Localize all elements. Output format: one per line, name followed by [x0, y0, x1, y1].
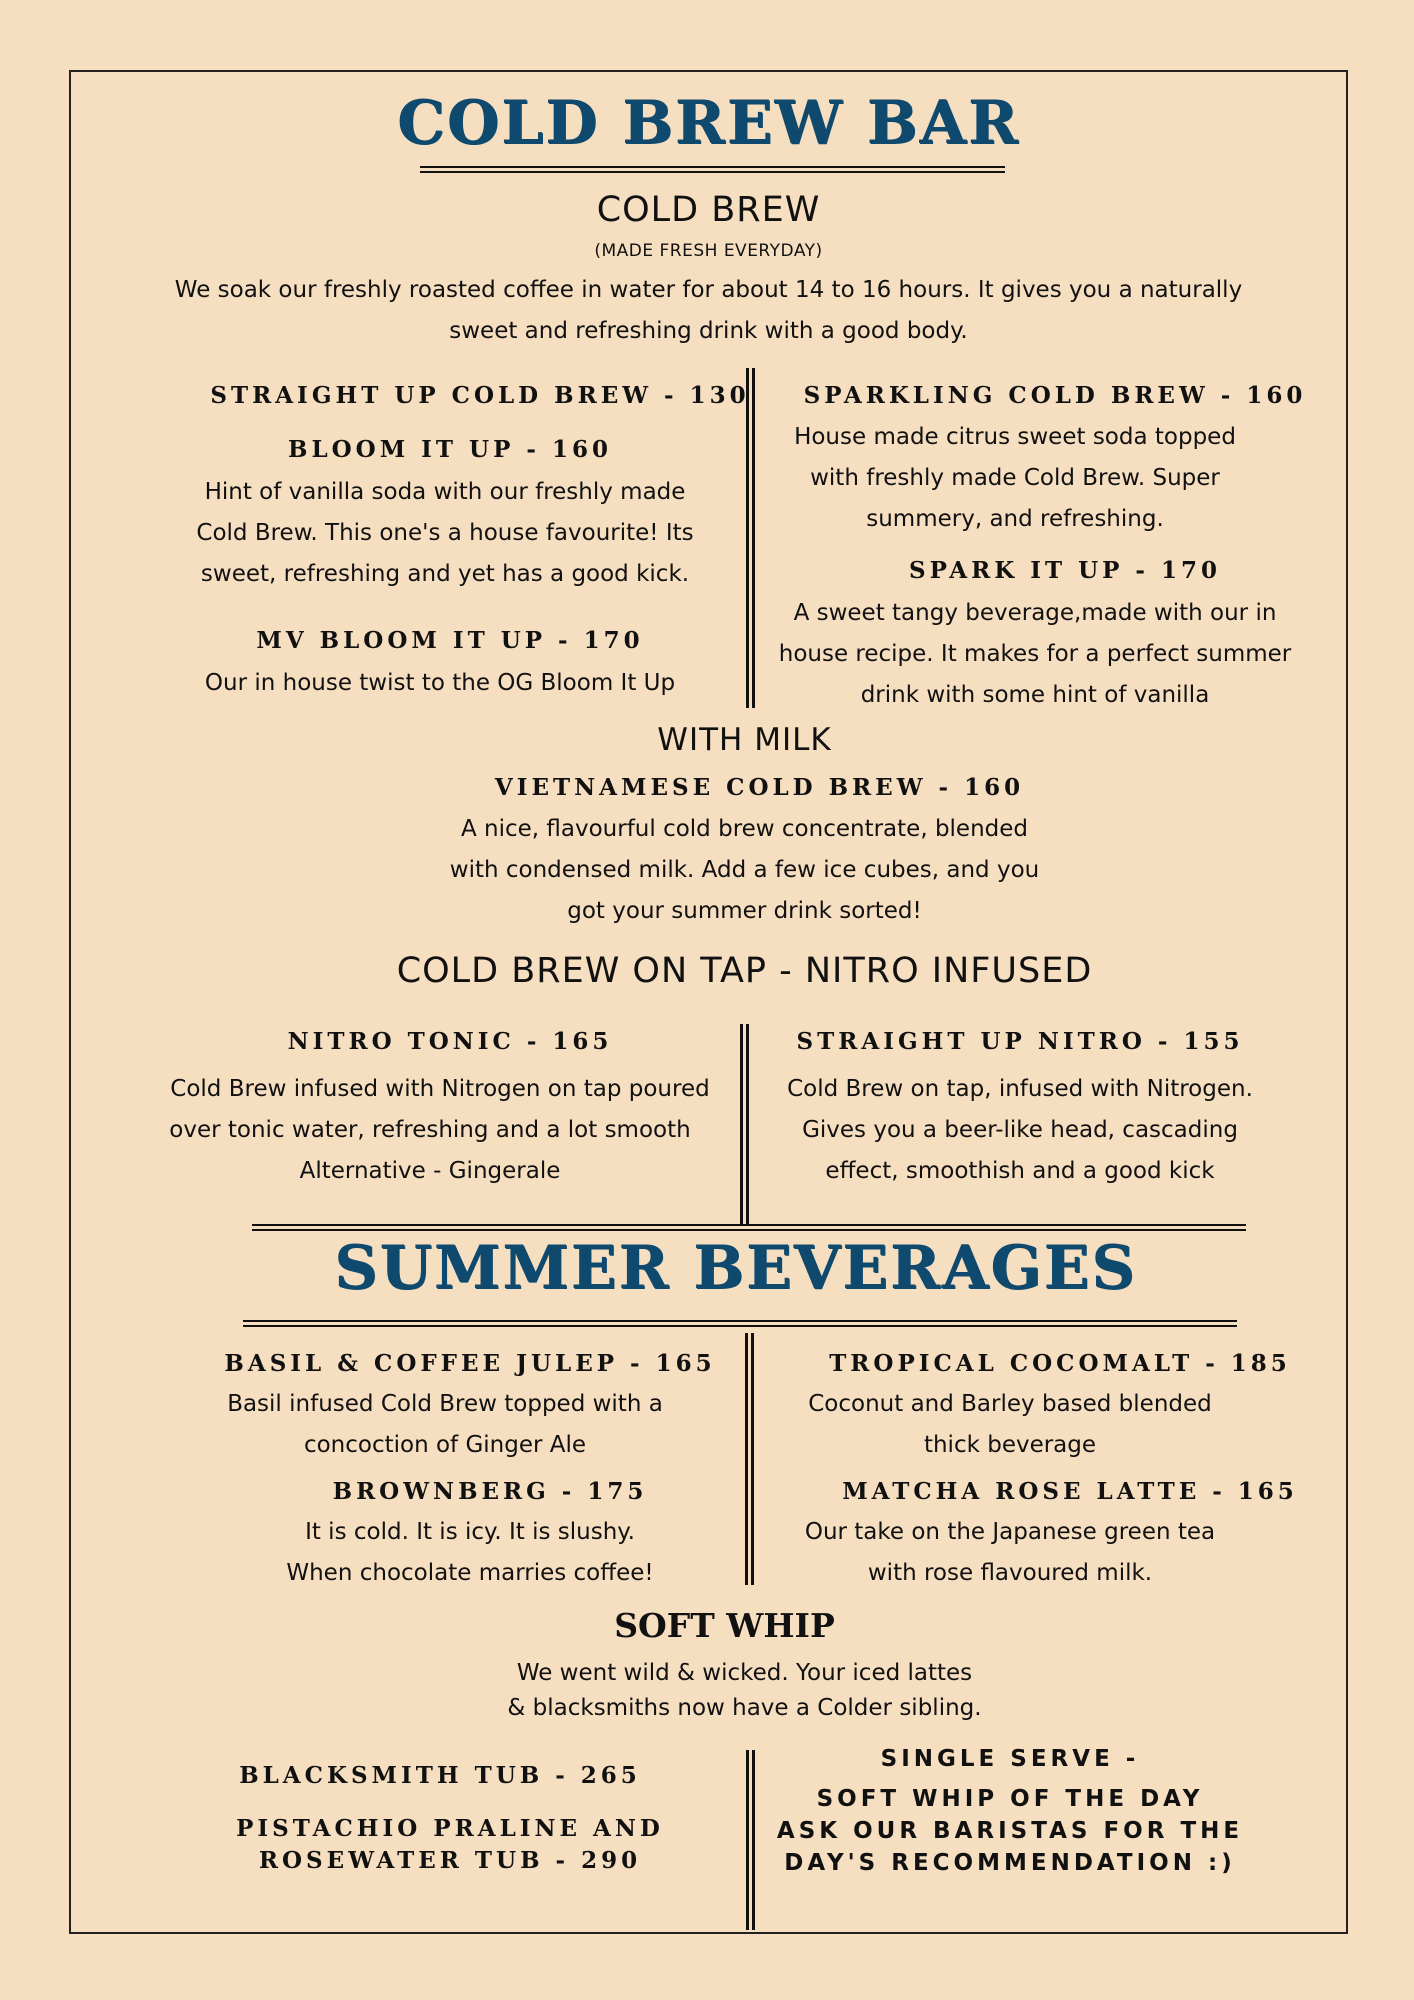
cold-brew-intro-line1: We soak our freshly roasted coffee in water for about 14 to 16 hours. It gives you a naturally — [174, 277, 1243, 303]
spark-it-up-desc-1: A sweet tangy beverage,made with our in — [793, 600, 1277, 626]
summer-top-rule — [252, 1224, 1246, 1231]
menu-item-bloom-it-up: BLOOM IT UP - 160 — [288, 436, 612, 463]
nitro-heading: COLD BREW ON TAP - NITRO INFUSED — [396, 951, 1093, 991]
menu-item-spark-it-up: SPARK IT UP - 170 — [909, 557, 1221, 584]
straight-up-nitro-desc-1: Cold Brew on tap, infused with Nitrogen. — [787, 1076, 1253, 1102]
sparkling-desc-2: with freshly made Cold Brew. Super — [810, 465, 1220, 491]
vietnamese-desc-1: A nice, flavourful cold brew concentrate, blended — [460, 816, 1029, 842]
menu-item-nitro-tonic: NITRO TONIC - 165 — [287, 1028, 613, 1055]
summer-bottom-rule — [243, 1320, 1237, 1327]
bloom-it-up-desc-1: Hint of vanilla soda with our freshly made — [204, 479, 686, 505]
sparkling-desc-3: summery, and refreshing. — [866, 506, 1164, 532]
soft-whip-intro-2: & blacksmiths now have a Colder sibling. — [507, 1695, 982, 1721]
menu-item-blacksmith-tub: BLACKSMITH TUB - 265 — [239, 1762, 641, 1789]
with-milk-heading: WITH MILK — [657, 722, 832, 758]
bloom-it-up-desc-3: sweet, refreshing and yet has a good kick. — [200, 561, 690, 587]
sparkling-desc-1: House made citrus sweet soda topped — [794, 424, 1236, 450]
nitro-tonic-desc-1: Cold Brew infused with Nitrogen on tap poured — [170, 1076, 710, 1102]
days-recommendation: DAY'S RECOMMENDATION :) — [784, 1850, 1236, 1876]
menu-item-straight-up-cold-brew: STRAIGHT UP COLD BREW - 130 — [210, 382, 750, 409]
vietnamese-desc-3: got your summer drink sorted! — [567, 898, 922, 924]
summer-title: SUMMER BEVERAGES — [334, 1233, 1137, 1303]
matcha-desc-2: with rose flavoured milk. — [867, 1560, 1153, 1586]
spark-it-up-desc-2: house recipe. It makes for a perfect summer — [778, 641, 1292, 667]
brownberg-desc-1: It is cold. It is icy. It is slushy. — [305, 1519, 635, 1545]
menu-title: COLD BREW BAR — [397, 88, 1020, 158]
menu-item-straight-up-nitro: STRAIGHT UP NITRO - 155 — [796, 1028, 1244, 1055]
basil-julep-desc-2: concoction of Ginger Ale — [303, 1432, 587, 1458]
nitro-tonic-desc-2: over tonic water, refreshing and a lot smooth — [169, 1117, 691, 1143]
menu-item-basil-coffee-julep: BASIL & COFFEE JULEP - 165 — [224, 1350, 716, 1377]
cold-brew-intro-line2: sweet and refreshing drink with a good body. — [449, 318, 968, 344]
menu-item-tropical-cocomalt: TROPICAL COCOMALT - 185 — [829, 1350, 1291, 1377]
menu-item-pistachio-line1: PISTACHIO PRALINE AND — [236, 1815, 664, 1842]
soft-whip-heading: SOFT WHIP — [614, 1606, 835, 1645]
ask-baristas: ASK OUR BARISTAS FOR THE — [776, 1818, 1244, 1844]
cold-brew-heading: COLD BREW — [596, 190, 821, 230]
soft-whip-of-day: SOFT WHIP OF THE DAY — [816, 1786, 1204, 1812]
menu-item-vietnamese-cold-brew: VIETNAMESE COLD BREW - 160 — [494, 774, 1025, 801]
straight-up-nitro-desc-3: effect, smoothish and a good kick — [825, 1158, 1215, 1184]
cold-brew-note: (MADE FRESH EVERYDAY) — [594, 241, 823, 261]
cocomalt-desc-2: thick beverage — [923, 1432, 1097, 1458]
spark-it-up-desc-3: drink with some hint of vanilla — [860, 682, 1210, 708]
menu-item-sparkling-cold-brew: SPARKLING COLD BREW - 160 — [803, 382, 1307, 409]
title-underline — [420, 166, 1005, 173]
menu-item-brownberg: BROWNBERG - 175 — [332, 1478, 648, 1505]
cocomalt-desc-1: Coconut and Barley based blended — [808, 1391, 1212, 1417]
matcha-desc-1: Our take on the Japanese green tea — [804, 1519, 1216, 1545]
brownberg-desc-2: When chocolate marries coffee! — [286, 1560, 654, 1586]
menu-item-mv-bloom-it-up: MV BLOOM IT UP - 170 — [256, 627, 644, 654]
menu-item-pistachio-line2: ROSEWATER TUB - 290 — [258, 1847, 642, 1874]
soft-whip-intro-1: We went wild & wicked. Your iced lattes — [516, 1660, 973, 1686]
bloom-it-up-desc-2: Cold Brew. This one's a house favourite! Its — [196, 520, 694, 546]
mv-bloom-it-up-desc: Our in house twist to the OG Bloom It Up — [204, 670, 676, 696]
basil-julep-desc-1: Basil infused Cold Brew topped with a — [227, 1391, 663, 1417]
vietnamese-desc-2: with condensed milk. Add a few ice cubes, and you — [449, 857, 1040, 883]
menu-item-matcha-rose-latte: MATCHA ROSE LATTE - 165 — [842, 1478, 1298, 1505]
straight-up-nitro-desc-2: Gives you a beer-like head, cascading — [802, 1117, 1238, 1143]
nitro-tonic-desc-3: Alternative - Gingerale — [299, 1158, 561, 1184]
single-serve-label: SINGLE SERVE - — [880, 1746, 1140, 1772]
